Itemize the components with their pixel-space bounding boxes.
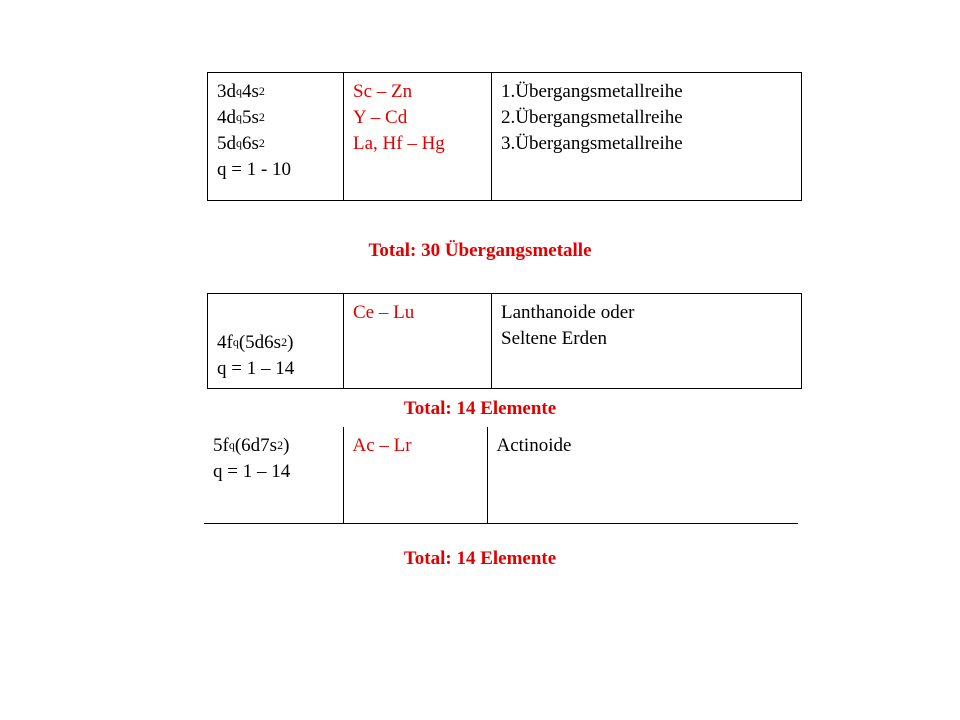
element-range-cell	[344, 73, 492, 201]
element-range: La, Hf – Hg	[353, 133, 445, 154]
series-name: 3.Übergangsmetallreihe	[501, 133, 683, 154]
q-range: q = 1 – 14	[217, 358, 295, 379]
series-name: Actinoide	[496, 435, 572, 456]
element-range: Sc – Zn	[353, 81, 413, 102]
lanthanoid-table	[207, 293, 802, 389]
element-range: Ac – Lr	[352, 435, 412, 456]
table-row	[208, 294, 802, 389]
series-name: 2.Übergangsmetallreihe	[501, 107, 683, 128]
electron-config-4d: $4d^q5s^2$	[217, 107, 265, 128]
series-name-cell	[492, 294, 802, 389]
electron-config-cell	[208, 294, 344, 389]
transition-metals-table	[207, 72, 802, 201]
total-lanthanoids: Total: 14 Elemente	[403, 398, 557, 419]
electron-config-5d: $5d^q6s^2$	[217, 133, 265, 154]
q-range: q = 1 - 10	[217, 159, 292, 180]
series-name-cell	[487, 427, 798, 523]
total-actinoids: Total: 14 Elemente	[403, 548, 557, 569]
electron-config-cell	[204, 427, 343, 523]
series-name: 1.Übergangsmetallreihe	[501, 81, 683, 102]
total-transition-metals: Total: 30 Übergangsmetalle	[368, 240, 592, 261]
q-range: q = 1 – 14	[213, 461, 291, 482]
electron-config-cell	[208, 73, 344, 201]
electron-config-5f: $5f^q(6d7s^2)$	[213, 435, 290, 456]
electron-config-4f: $4f^q(5d6s^2)$	[217, 332, 294, 353]
element-range-cell	[343, 427, 487, 523]
actinoid-table	[204, 427, 798, 524]
element-range-cell	[344, 294, 492, 389]
electron-config-3d: $3d^q4s^2$	[217, 81, 265, 102]
element-range: Y – Cd	[353, 107, 408, 128]
table-row	[204, 427, 798, 523]
series-name: Lanthanoide oder	[501, 302, 635, 323]
series-name-cell	[492, 73, 802, 201]
series-name: Seltene Erden	[501, 328, 608, 349]
table-row	[208, 73, 802, 201]
element-range: Ce – Lu	[353, 302, 415, 323]
